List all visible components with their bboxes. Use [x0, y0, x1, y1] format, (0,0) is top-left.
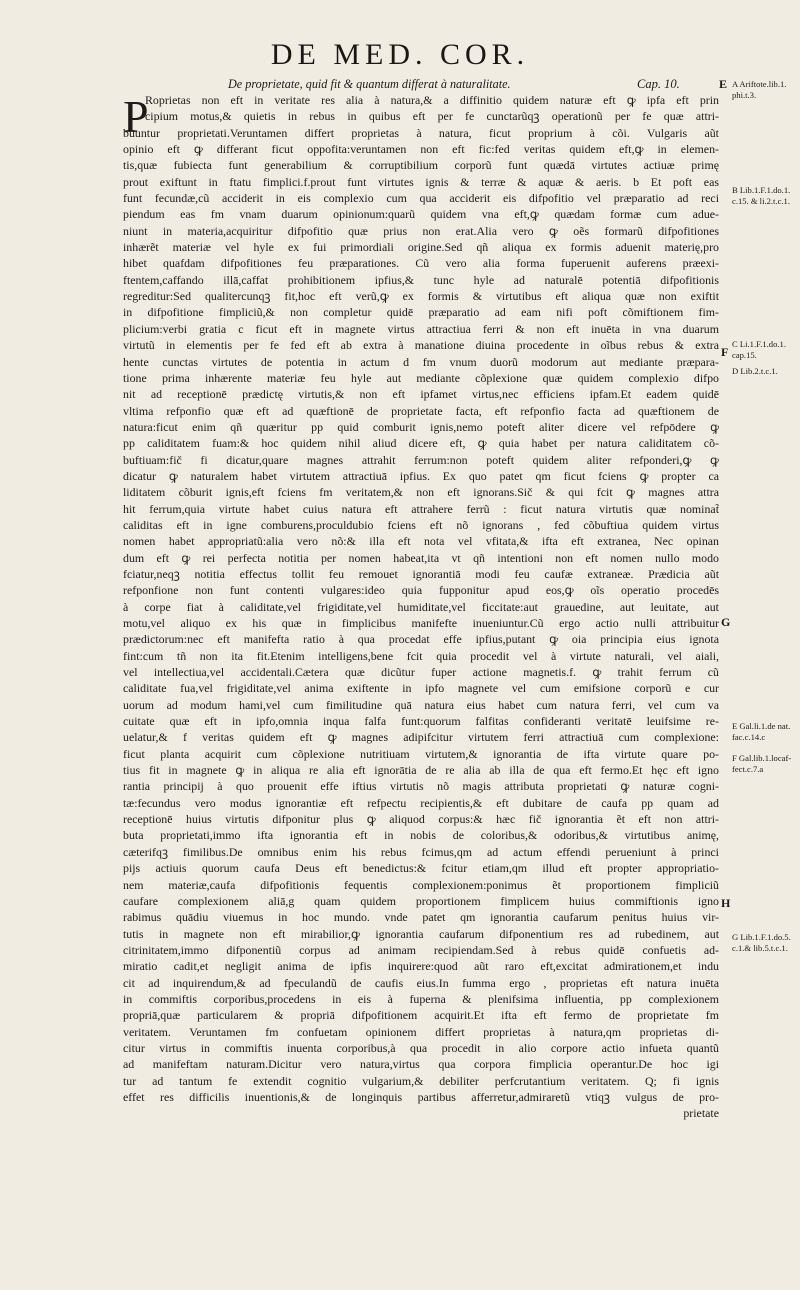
text-line: cæterifqꝫ fimilibus.De omnibus enim his rebus fcimus,qm ad actum effendi perueniunt à princi — [123, 844, 719, 859]
text-line: ftentem,caffando illā,caffat prohibitionem ipfius,& tunc hyle ad naturalē potentiā difpofitionis — [123, 272, 719, 287]
marginal-note-g: G Lib.1.F.1.do.5. c.1.& lib.5.t.c.1. — [732, 932, 791, 953]
text-line: fciatur,neqꝫ notitia effectus tollit feu remouet ignorantiā modi feu caufæ extraneæ. Prædicia aũt — [123, 566, 719, 581]
text-line: vltima refponfio quæ eft ad quæftionē de proprietate facta, eft refponfio facta ad quæftionem de — [123, 403, 719, 418]
chapter-title: De proprietate, quid fit & quantum differat à naturalitate. — [228, 77, 511, 91]
text-line: inhærẽt materiæ vel hyle ex fui primordiali origine.Sed qñ aliqua ex formis aduenit materię,pro — [123, 240, 719, 255]
text-line: vel intellectiua,vel accidentali.Cætera quæ dicũtur fuper actione magnetis.f. ꝙ trahit ferrum cũ — [123, 665, 719, 680]
text-line: funt fecundæ,cũ acciderit in eis complexio cum qua acciderit eis difpofitio vel præparatio ad reci — [123, 191, 719, 206]
text-line: nem materiæ,caufa difpofitionis fequentis complexionem:ponimus ẽt proportionem fimpliciũ — [123, 877, 719, 892]
text-line: hibet quafdam difpofitiones feu præparationes. Cũ vero alia forma fuperuenit auferens præexi- — [123, 256, 719, 271]
text-line: prout exiftunt in ftatu fimplici.f.prout funt virtutes ignis & terræ & aquæ & aeris. b Et poft eas — [123, 174, 719, 189]
text-line: refponfione non funt contenti vulgares:ideo quia fupponitur apud eos,ꝙ oĩs operatio procedēs — [123, 583, 719, 598]
marginal-note-f: F Gal.lib.1.locaf- fect.c.7.a — [732, 753, 792, 774]
text-line: uelatur,& f veritas quidem eft ꝙ magnes adipifcitur virtutem ferri attractiuā cum complexione: — [123, 730, 719, 745]
text-line: veritatem. Veruntamen fm confuetam opinionem differt proprietas à natura,qm proprietas di- — [123, 1024, 719, 1039]
text-line: rantia principij à quo prouenit effe iftius virtutis nõ magis attributa proprietati ꝙ naturæ cogni- — [123, 779, 719, 794]
text-line: caufare complexionem aliā,g quam quidem proportionem fimplicem huius commiftionis igno — [123, 893, 719, 908]
text-line: à corpe fiat à caliditate,vel frigiditate,vel humiditate,vel ficcitate:aut grauedine, aut leuitate, aut — [123, 599, 719, 614]
text-line: cit ad inquirendum,& ad fpeculandũ de caufis eius.In fumma ergo , proprietas eft natura inuēta — [123, 975, 719, 990]
marginal-note-a: A Ariftote.lib.1. phi.t.3. — [732, 79, 787, 100]
text-line: regreditur:Sed qualitercunqꝫ fit,hoc eft verũ,ꝙ ex formis & virtutibus eft aliqua quæ non exiftit — [123, 289, 719, 304]
marginal-note-d: D Lib.2.t.c.1. — [732, 366, 778, 376]
text-line: liditatem cõburit ignis,eft fciens fm veritatem,& non eft ignorans.Sič & qui fcit ꝙ magnes attra — [123, 485, 719, 500]
text-line: pijs actiuis quorum caufa Deus eft benedictus:& fcitur etiam,qm illud eft propter appropriatio- — [123, 861, 719, 876]
initial-letter: P — [123, 91, 149, 142]
text-line: prietate — [683, 1106, 719, 1121]
text-line: buta proprietati,immo ifta ignorantia eft in nobis de coloribus,& odoribus,& virtutibus animę, — [123, 828, 719, 843]
text-line: plicium:verbi gratia c ficut eft in magnete virtus attractiua ferri & non eft inuēta in vna duarum — [123, 321, 719, 336]
text-line: virtutũ in elementis per fe fed eft ab extra à manatione diuina procedente in oĩbus rebus & extra — [123, 338, 719, 353]
section-letter-h: H — [721, 896, 731, 910]
text-line: niunt in materia,acquiritur difpofitio quæ prius non erat.Alia vero ꝙ oẽs formarũ difpofitiones — [123, 223, 719, 238]
text-line: motu,vel aliquo ex his quæ in fimplicibus manifefte inueniuntur.Cũ ergo actio nulli attribuitur — [123, 616, 719, 630]
running-head: DE MED. COR. — [270, 38, 530, 71]
text-line: ad manifeftam naturam.Dicitur vero natura,virtus qua corpora fimplicia operantur.De hoc igi — [123, 1057, 719, 1072]
text-line: pp caliditatem fuam:& hoc quidem nihil aliud dicere eft, ꝙ quia habet per natura caliditatem cõ- — [123, 436, 719, 451]
text-line: Roprietas non eft in veritate res alia à natura,& a diffinitio quidem naturæ eft ꝙ ipfa eft prin — [145, 93, 719, 107]
text-line: hit ferrum,quia virtute habet cuius natura eft attrahere ferrũ : ficut natura virtutis quæ nominat̃ — [123, 501, 719, 516]
marginal-note-c: C Li.1.F.1.do.1. cap.15. — [732, 339, 786, 360]
section-letter-e: E — [719, 77, 728, 91]
text-line: tione prima inhærente materiæ feu hyle aut mediante cõplexione quæ quidem complexio difpo — [123, 370, 719, 385]
text-line: tæ:fecundus vero modus ignorantiæ eft refpectu recipientis,& eft dubitare de caufa pp quam ad — [123, 795, 719, 810]
text-line: tis,quæ fubiecta funt generabilium & corruptibilium corporũ funt quædā virtutes actiuæ primę — [123, 158, 719, 173]
text-line: propriā,quæ particularem & propriā difpofitionem acquirit.Et ifta eft fermo de proprietate fm — [123, 1008, 719, 1023]
chapter-number: Cap. 10. — [637, 77, 680, 91]
text-line: citrinitatem,immo difponentiũ corpus ad animam recipiendam.Sed à rebus quidē confuetis ad- — [123, 942, 719, 957]
text-line: tur ad tantum fe extendit cognitio vulgarium,& debiliter perfcrutantium veritatem. Q; fi ignis — [123, 1073, 719, 1088]
text-line: dum eft ꝙ rei perfecta notitia per nomen habeat,ita vt qñ intentioni non eft nomen nullo modo — [123, 550, 719, 565]
text-line: buuntur proprietati.Veruntamen differt proprietas à natura, ficut proprium à cõi. Vulgaris aũt — [123, 125, 719, 140]
text-line: buftiuam:fič fi dicatur,quare magnes attrahit ferrum:non poteft quidem aliter refponderi,ꝙ ꝙ — [123, 452, 719, 467]
section-letter-g: G — [721, 615, 731, 629]
text-line: prædictorum:nec eft manifefta ratio à qua procedat effe ipfius,putant ꝙ oia principia eius ignota — [123, 632, 719, 647]
text-line: uorum ad modum hami,vel cum fimilitudine quā natura eius habet cum natura ferri, vel cum va — [123, 697, 719, 712]
text-line: cipium motus,& quietis in rebus in quibus eft per fe cunctarũqꝫ operationũ per fe quæ attri- — [145, 109, 719, 124]
section-letter-f: F — [721, 345, 729, 359]
text-line: in commiftis corporibus,procedens in eis à fuperna & plenifsima influentia, pp complexionem — [123, 991, 719, 1006]
text-line: fint:cum tñ non ita fit.Etenim intelligens,bene fcit quia procedit vel à virtute naturali, vel aiali, — [123, 648, 719, 663]
text-line: ficut planta acquirit cum cõplexione nutritiuam virtutem,& ignorantia de ifta virtute quare po- — [123, 746, 719, 761]
text-line: tutis in magnete non eft mirabilior,ꝙ ignorantia caufarum difponentium res ad rubedinem, aut — [123, 926, 719, 941]
text-line: rabimus quādiu viuemus in hoc mundo. vnde patet qm ignorantia caufarum penitus huius vir- — [123, 910, 719, 925]
text-line: effet res difficilis inuentionis,& de longinquis partibus afferretur,admiraretũ vtiqꝫ vulgus de pro- — [123, 1089, 719, 1104]
text-line: tius fit in magnete ꝙ in aliqua re alia eft ignorātia de re alia ab illa de qua eft fermo.Et hęc eft igno — [123, 763, 719, 778]
marginal-note-b: B Lib.1.F.1.do.1. c.15. & li.2.t.c.1. — [732, 185, 791, 206]
text-line: opinio eft ꝙ differant ficut oppofita:veruntamen non eft fic:fed veritas quidem eft,ꝙ in elemen- — [123, 142, 719, 157]
text-line: caliditate fua,vel frigiditate,vel anima exiftente in ipfo magnete vel cum emifsione corporũ e cur — [123, 681, 719, 696]
text-line: citur virtus in commiftis inuenta corporibus,à qua procedit in alio corpore actio infueta quantũ — [123, 1040, 719, 1055]
text-line: dicatur ꝙ naturalem habet virtutem attractiuā ipfius. Ex quo patet qm ficut fciens ꝙ propter ca — [123, 468, 719, 483]
marginal-note-e: E Gal.li.1.de nat. fac.c.14.c — [732, 721, 791, 742]
text-line: cuitate quæ eft in ipfo,omnia inqua falfa funt:quorum falfitas confideranti veritatē leuifsime re- — [123, 714, 719, 729]
text-line: natura:ficut enim qñ quæritur pp quid comburit ignis,nemo poteft aliter dicere vel refpōdere ꝙ — [123, 419, 719, 434]
text-line: miratio cadit,et negligit anima de ipfis inquirere:quod aũt raro eft,excitat admirationem,et indu — [123, 959, 719, 974]
text-line: nit ad receptionē prædictę virtutis,& non eft ipfamet virtus,nec efficiens ipfam.Et eadem quidē — [123, 387, 719, 402]
text-line: hente cunctas virtutes de potentia in actum d fm vnum duorũ modorum aut mediante præpara- — [123, 354, 719, 369]
body-text — [123, 92, 719, 1122]
text-line: receptionē huius virtutis difponitur plus ꝙ aliquod corpus:& hæc fič ignorantia ẽt eft non attri- — [123, 812, 719, 827]
text-line: piendum eas fm vnam duarum opinionum:quarũ quidem vna eft,ꝙ quædam formæ cum adue- — [123, 207, 719, 222]
text-line: nomen habet appropriatũ:alia vero nõ:& illa eft nota vel vfitata,& ifta eft extranea, Nec opinan — [123, 534, 719, 549]
text-line: in difpofitione fimpliciũ,& non completur quidē præparatio ad eam nifi poft cõmiftionem fim- — [123, 305, 719, 320]
text-line: caliditas eft in igne comburens,proculdubio fciens eft nõ ignorans , fed cõbuftiua quidem virtus — [123, 517, 719, 532]
